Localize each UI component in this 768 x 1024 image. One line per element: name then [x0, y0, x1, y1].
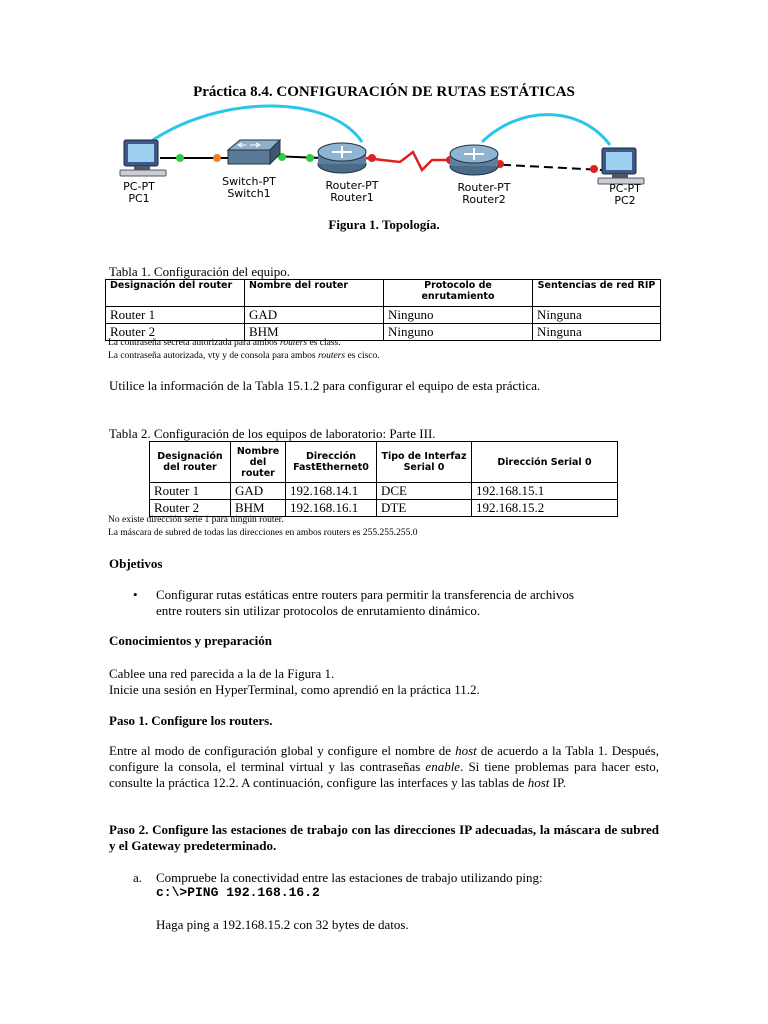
table-header-row: [150, 442, 618, 483]
page-title: Práctica 8.4. CONFIGURACIÓN DE RUTAS ESTÁTICAS: [193, 84, 575, 100]
router1-label: Router-PT Router1: [325, 179, 379, 204]
ping-command: c:\>PING 192.168.16.2: [156, 885, 320, 900]
console-cable-right: [482, 115, 610, 145]
ping-output: Haga ping a 192.168.15.2 con 32 bytes de datos.: [156, 917, 409, 932]
table2-caption: Tabla 2. Configuración de los equipos de laboratorio: Parte III.: [109, 426, 436, 441]
table-cell: Router 1: [150, 483, 231, 500]
table-cell: 192.168.15.2: [472, 500, 618, 517]
table-cell: Router 2: [150, 500, 231, 517]
router1-icon: [318, 143, 366, 173]
table-cell: 192.168.16.1: [286, 500, 377, 517]
router2-label: Router-PT Router2: [457, 181, 511, 206]
step2-item-text: Compruebe la conectividad entre las estaciones de trabajo utilizando ping:: [156, 870, 543, 885]
table-cell: BHM: [231, 500, 286, 517]
table-cell: DTE: [377, 500, 472, 517]
link-router2-pc2: [488, 164, 602, 170]
table-cell: BHM: [245, 324, 384, 341]
table-header-cell: Tipo de Interfaz Serial 0: [377, 442, 472, 483]
step2-item-letter: a.: [133, 870, 143, 885]
pc2-label: PC-PT PC2: [609, 182, 641, 207]
switch1-label: Switch-PT Switch1: [222, 175, 276, 200]
table2-note-2: La máscara de subred de todas las direcciones en ambos routers es 255.255.255.0: [108, 528, 418, 538]
table-cell: Ninguno: [384, 307, 533, 324]
objectives-heading: Objetivos: [109, 556, 163, 571]
table1-note-1: La contraseña secreta autorizada para ambos routers es class.: [108, 338, 341, 348]
equipment-table: [105, 279, 661, 341]
knowledge-line-1: Cablee una red parecida a la de la Figura 1.: [109, 666, 335, 681]
table-header-cell: Dirección FastEthernet0: [286, 442, 377, 483]
table2-note-1: No existe dirección serie 1 para ningún router.: [108, 515, 284, 525]
objective-line-1: Configurar rutas estáticas entre routers para permitir la transferencia de archivos: [156, 587, 574, 602]
table-header-cell: Designación del router: [106, 280, 245, 307]
table-cell: Ninguna: [533, 324, 661, 341]
lab-config-table: [149, 441, 618, 517]
table-cell: 192.168.14.1: [286, 483, 377, 500]
link-light-orange: [213, 154, 221, 162]
step1-paragraph: Entre al modo de configuración global y configure el nombre de host de acuerdo a la Tabla 1. Después, configure la consola, el terminal virtual y las contraseñas enable. Si tiene problemas para hacer esto, consulte la práctica 12.2. A continuación, configure las interfaces y las tablas de host IP.: [109, 743, 659, 790]
pc1-label: PC-PT PC1: [123, 180, 155, 205]
table-header-cell: Nombre del router: [231, 442, 286, 483]
table1-caption: Tabla 1. Configuración del equipo.: [109, 264, 291, 279]
table-header-cell: Designación del router: [150, 442, 231, 483]
intro-text: Utilice la información de la Tabla 15.1.2 para configurar el equipo de esta práctica.: [109, 378, 541, 393]
figure-caption: Figura 1. Topología.: [328, 217, 440, 232]
table-header-cell: Dirección Serial 0: [472, 442, 618, 483]
table-header-cell: Protocolo de enrutamiento: [384, 280, 533, 307]
table-header-cell: Nombre del router: [245, 280, 384, 307]
table-cell: GAD: [245, 307, 384, 324]
pc1-icon: [120, 140, 166, 176]
knowledge-line-2: Inicie una sesión en HyperTerminal, como aprendió en la práctica 11.2.: [109, 682, 480, 697]
router2-icon: [450, 145, 498, 175]
serial-link: [365, 152, 460, 170]
step1-heading: Paso 1. Configure los routers.: [109, 713, 273, 728]
table-cell: DCE: [377, 483, 472, 500]
link-light-green: [176, 154, 184, 162]
table-cell: Ninguna: [533, 307, 661, 324]
knowledge-heading: Conocimientos y preparación: [109, 633, 272, 648]
table-header-row: [106, 280, 661, 307]
topology-figure: [110, 100, 670, 215]
topology-diagram: [110, 100, 670, 215]
objective-line-2: entre routers sin utilizar protocolos de enrutamiento dinámico.: [156, 603, 481, 618]
table-cell: Router 2: [106, 324, 245, 341]
table-cell: Router 1: [106, 307, 245, 324]
table-row: [106, 307, 661, 324]
table-header-cell: Sentencias de red RIP: [533, 280, 661, 307]
pc2-icon: [598, 148, 644, 184]
switch1-icon: [228, 140, 280, 164]
console-cable-left: [150, 106, 362, 142]
table-row: [150, 500, 618, 517]
table-cell: GAD: [231, 483, 286, 500]
step2-heading: Paso 2. Configure las estaciones de trabajo con las direcciones IP adecuadas, la máscara de subred y el Gateway predeterminado.: [109, 822, 659, 853]
table-cell: Ninguno: [384, 324, 533, 341]
table-row: [150, 483, 618, 500]
table1-note-2: La contraseña autorizada, vty y de consola para ambos routers es cisco.: [108, 351, 380, 361]
bullet-symbol: •: [133, 587, 138, 602]
table-cell: 192.168.15.1: [472, 483, 618, 500]
